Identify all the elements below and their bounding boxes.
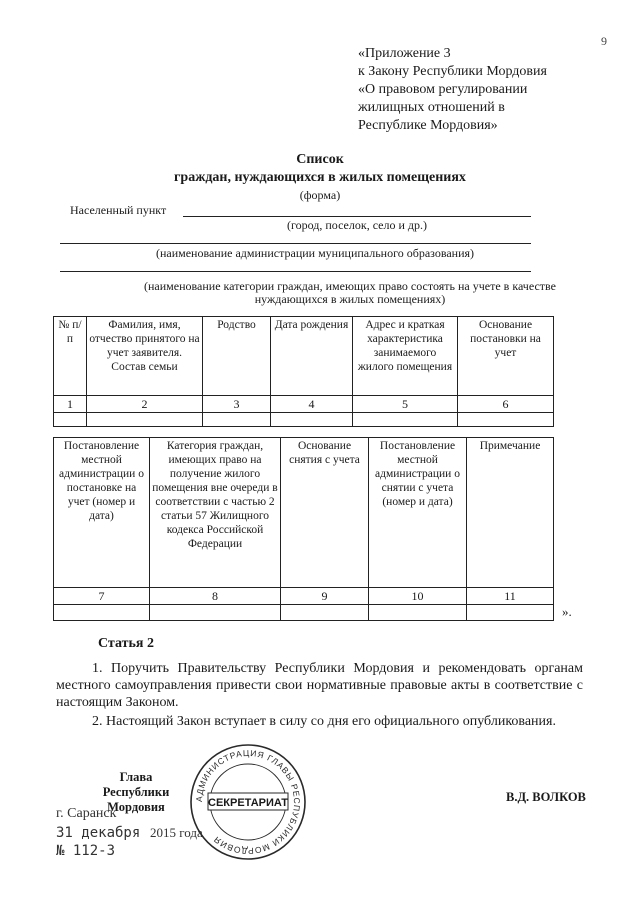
category-line: [60, 271, 531, 272]
settlement-caption: (город, поселок, село и др.): [286, 218, 428, 232]
header-birth-date: Дата рождения: [271, 317, 353, 396]
article-paragraph-2: 2. Настоящий Закон вступает в силу со дня его официального опубликования.: [92, 714, 556, 729]
category-caption-line1: (наименование категории граждан, имеющих право состоять на учете в качестве: [144, 279, 556, 293]
form-title: Список: [296, 152, 344, 167]
appendix-line: Республике Мордовия»: [358, 118, 498, 133]
admin-line: [60, 243, 531, 244]
column-number: 7: [54, 588, 150, 605]
header-number: № п/п: [54, 317, 87, 396]
header-full-name: Фамилия, имя, отчество принятого на учет заявителя. Состав семьи: [87, 317, 203, 396]
column-number: 5: [353, 396, 458, 413]
article-heading: Статья 2: [98, 636, 154, 651]
settlement-label: Населенный пункт: [70, 203, 167, 217]
seal-ring-text: АДМИНИСТРАЦИЯ ГЛАВЫ РЕСПУБЛИКИ МОРДОВИЯ: [193, 747, 303, 857]
empty-cell: [150, 605, 281, 621]
header-registration-decree: Постановление местной администрации о постановке на учет (номер и дата): [54, 438, 150, 588]
empty-cell: [467, 605, 554, 621]
form-type-label: (форма): [299, 188, 341, 202]
empty-cell: [353, 413, 458, 427]
column-number: 3: [203, 396, 271, 413]
settlement-line: [183, 216, 531, 217]
column-number: 10: [369, 588, 467, 605]
empty-cell: [458, 413, 554, 427]
admin-caption: (наименование администрации муниципального образования): [155, 246, 475, 260]
appendix-line: жилищных отношений в: [358, 100, 505, 115]
column-number: 1: [54, 396, 87, 413]
header-note: Примечание: [467, 438, 554, 588]
appendix-reference: [358, 45, 547, 135]
column-number: 9: [281, 588, 369, 605]
category-caption-line2: нуждающихся в жилых помещениях): [254, 292, 446, 306]
seal-stamp: [188, 742, 308, 862]
appendix-line: к Закону Республики Мордовия: [358, 64, 547, 79]
empty-cell: [369, 605, 467, 621]
closing-quote: ».: [562, 604, 572, 619]
signing-year: 2015 года: [150, 825, 203, 840]
header-registration-basis: Основание постановки на учет: [458, 317, 554, 396]
appendix-line: «О правовом регулировании: [358, 82, 528, 97]
header-relation: Родство: [203, 317, 271, 396]
empty-cell: [281, 605, 369, 621]
empty-cell: [87, 413, 203, 427]
seal-center-text: СЕКРЕТАРИАТ: [208, 797, 288, 809]
signatory-title-line: Глава: [119, 770, 153, 784]
column-number: 4: [271, 396, 353, 413]
column-number: 2: [87, 396, 203, 413]
signatory-title-line: Республики Мордовия: [102, 785, 170, 814]
empty-cell: [271, 413, 353, 427]
empty-cell: [54, 413, 87, 427]
city: г. Саранск: [56, 806, 117, 821]
page-number: 9: [601, 34, 607, 48]
citizens-table-1: [53, 316, 554, 427]
header-address: Адрес и краткая характеристика занимаемого жилого помещения: [353, 317, 458, 396]
law-number: № 112-З: [56, 843, 116, 859]
article-paragraph-1: 1. Поручить Правительству Республики Мордовия и рекомендовать органам местного самоуправления привести свои нормативные правовые акты в соответствие с настоящим Законом.: [56, 661, 583, 710]
empty-cell: [203, 413, 271, 427]
signing-date: 31 декабря: [56, 825, 141, 841]
header-citizen-category: Категория граждан, имеющих право на получение жилого помещения вне очереди в соответствии с частью 2 статьи 57 Жилищного кодекса Российской Федерации: [150, 438, 281, 588]
header-deregistration-decree: Постановление местной администрации о снятии с учета (номер и дата): [369, 438, 467, 588]
citizens-table-2: [53, 437, 554, 621]
form-subtitle: граждан, нуждающихся в жилых помещениях: [174, 170, 466, 185]
column-number: 8: [150, 588, 281, 605]
signatory-name: В.Д. ВОЛКОВ: [506, 790, 586, 804]
column-number: 11: [467, 588, 554, 605]
column-number: 6: [458, 396, 554, 413]
empty-cell: [54, 605, 150, 621]
header-deregistration-basis: Основание снятия с учета: [281, 438, 369, 588]
appendix-line: «Приложение 3: [358, 46, 451, 61]
